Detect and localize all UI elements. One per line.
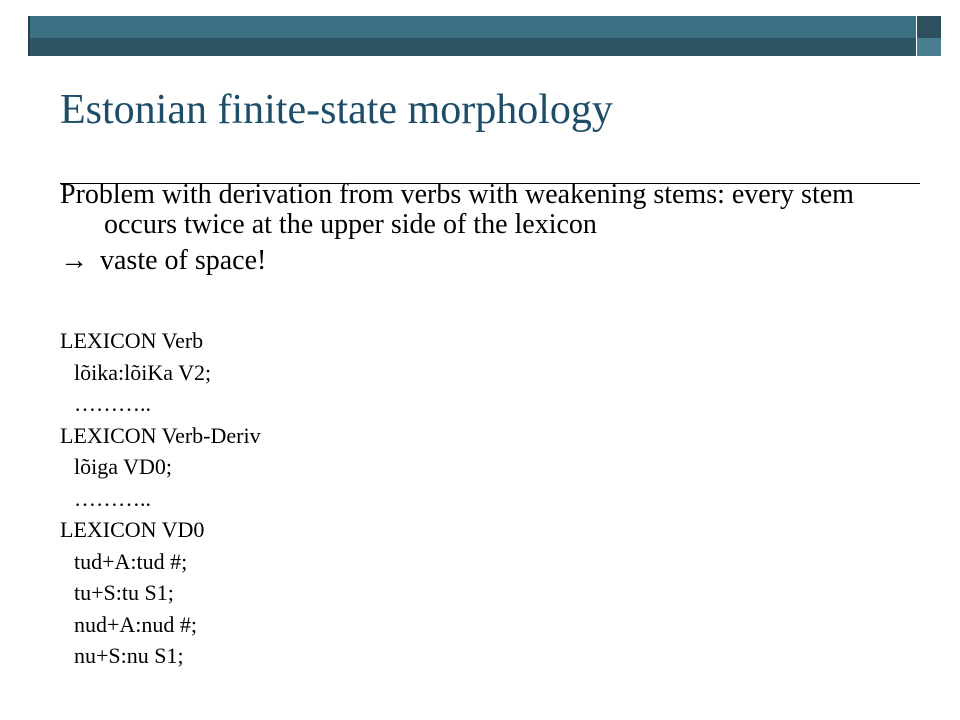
header-bar-top — [28, 16, 916, 38]
lexicon-ellipsis: ……….. — [74, 485, 151, 511]
lexicon-ellipsis: ……….. — [74, 391, 151, 416]
lexicon-entry: nud+A:nud #; — [74, 611, 198, 637]
slide-body — [60, 180, 920, 276]
lexicon-entry: tu+S:tu S1; — [74, 580, 174, 605]
corner-square-dark — [917, 16, 941, 38]
lexicon-entry: tud+A:tud #; — [74, 548, 188, 574]
lexicon-entry: lõiga VD0; — [74, 454, 172, 479]
header-bar-edge — [28, 16, 30, 56]
header-bar-bottom — [28, 38, 916, 56]
problem-paragraph: Problem with derivation from verbs with weakening stems: every stem occurs twice at the upper side of the lexicon — [60, 179, 854, 240]
corner-square-light — [917, 38, 941, 56]
conclusion-paragraph — [60, 246, 920, 276]
lexicon-header-verb: LEXICON Verb — [60, 328, 204, 353]
slide-title: Estonian finite-state morphology — [60, 87, 613, 133]
arrow-icon: → — [60, 245, 88, 276]
lexicon-header-vd0: LEXICON VD0 — [60, 517, 205, 542]
lexicon-header-verb-deriv: LEXICON Verb-Deriv — [60, 422, 261, 448]
conclusion-text: vaste of space! — [100, 245, 267, 276]
lexicon-entry: nu+S:nu S1; — [74, 643, 184, 668]
lexicon-code-block — [60, 325, 261, 672]
lexicon-entry: lõika:lõiKa V2; — [74, 359, 212, 385]
